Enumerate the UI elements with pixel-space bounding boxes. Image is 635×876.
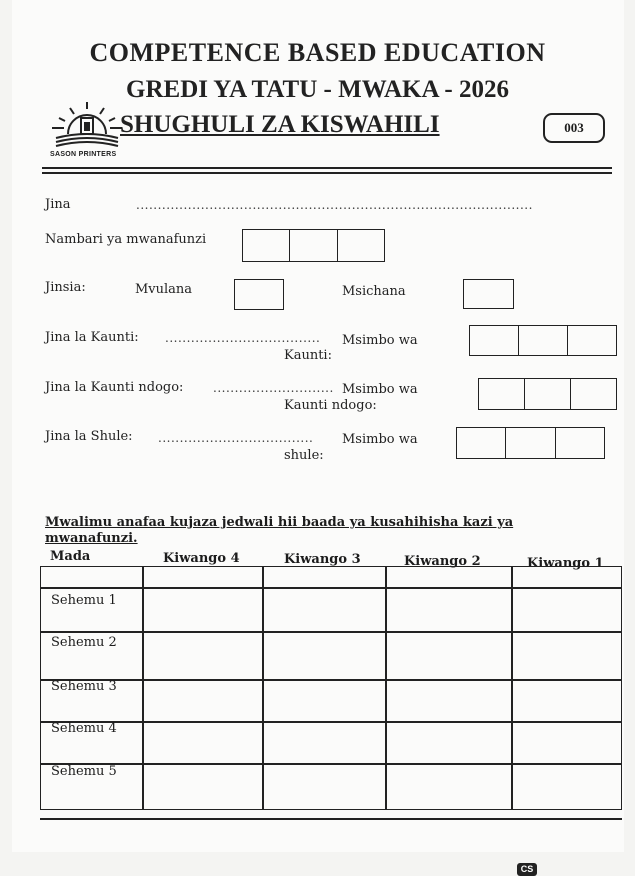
header-divider-top <box>42 167 612 169</box>
subcounty-code-label: Msimbo wa <box>342 382 418 397</box>
code-box[interactable] <box>525 379 571 409</box>
table-column-divider <box>385 567 387 809</box>
table-column-divider <box>511 567 513 809</box>
code-box[interactable] <box>457 428 506 458</box>
county-field[interactable]: .................................... <box>165 331 321 345</box>
table-row-label: Sehemu 3 <box>51 679 117 694</box>
table-row-label: Sehemu 5 <box>51 764 117 779</box>
boy-checkbox[interactable] <box>234 279 284 310</box>
digit-box[interactable] <box>290 230 337 261</box>
school-code-boxes[interactable] <box>456 427 605 459</box>
table-row-divider <box>41 631 621 633</box>
publisher-name: SASON PRINTERS <box>50 151 117 158</box>
code-box[interactable] <box>470 326 519 355</box>
table-row-divider <box>41 587 621 589</box>
scanner-badge-icon: CS <box>517 863 537 876</box>
code-box[interactable] <box>571 379 616 409</box>
subcounty-code-boxes[interactable] <box>478 378 617 410</box>
boy-label: Mvulana <box>135 282 193 297</box>
teacher-instruction: Mwalimu anafaa kujaza jedwali hii baada ya kusahihisha kazi ya mwanafunzi. <box>45 515 514 546</box>
student-number-boxes[interactable] <box>242 229 385 262</box>
girl-checkbox[interactable] <box>463 279 514 309</box>
school-code-label-line2: shule: <box>284 448 324 463</box>
table-row-label: Sehemu 4 <box>51 721 117 736</box>
column-header-level-1: Kiwango 1 <box>527 556 604 571</box>
assessment-table <box>40 566 622 810</box>
name-label: Jina <box>45 197 71 212</box>
table-column-divider <box>142 567 144 809</box>
column-header-level-4: Kiwango 4 <box>163 551 240 566</box>
code-box[interactable] <box>519 326 568 355</box>
header-grade-year: GREDI YA TATU - MWAKA - 2026 <box>126 76 509 103</box>
code-box[interactable] <box>506 428 555 458</box>
header-divider-bottom <box>42 172 612 174</box>
table-column-divider <box>262 567 264 809</box>
county-code-label: Msimbo wa <box>342 333 418 348</box>
county-code-label-line2: Kaunti: <box>284 348 332 363</box>
school-code-label: Msimbo wa <box>342 432 418 447</box>
code-box[interactable] <box>479 379 525 409</box>
paper-code-badge: 003 <box>543 113 605 143</box>
subject-title: SHUGHULI ZA KISWAHILI <box>120 111 440 138</box>
table-row-label: Sehemu 2 <box>51 635 117 650</box>
footer-divider <box>40 818 622 820</box>
subcounty-code-label-line2: Kaunti ndogo: <box>284 398 377 413</box>
table-row-divider <box>41 763 621 765</box>
column-header-level-2: Kiwango 2 <box>404 554 481 569</box>
code-box[interactable] <box>568 326 616 355</box>
subcounty-label: Jina la Kaunti ndogo: <box>45 380 184 395</box>
school-field[interactable]: .................................... <box>158 431 314 445</box>
column-header-topic: Mada <box>50 549 91 564</box>
table-row-divider <box>41 679 621 681</box>
school-label: Jina la Shule: <box>45 429 133 444</box>
gender-label: Jinsia: <box>45 280 86 295</box>
digit-box[interactable] <box>243 230 290 261</box>
header-title: COMPETENCE BASED EDUCATION <box>89 38 546 67</box>
column-header-level-3: Kiwango 3 <box>284 552 361 567</box>
student-number-label: Nambari ya mwanafunzi <box>45 232 207 247</box>
county-label: Jina la Kaunti: <box>45 330 139 345</box>
table-row-divider <box>41 721 621 723</box>
digit-box[interactable] <box>338 230 384 261</box>
table-row-label: Sehemu 1 <box>51 593 117 608</box>
name-field[interactable]: ............................................................................................ <box>136 198 533 212</box>
subcounty-field[interactable]: ............................ <box>213 381 334 395</box>
code-box[interactable] <box>556 428 604 458</box>
girl-label: Msichana <box>342 284 406 299</box>
county-code-boxes[interactable] <box>469 325 617 356</box>
